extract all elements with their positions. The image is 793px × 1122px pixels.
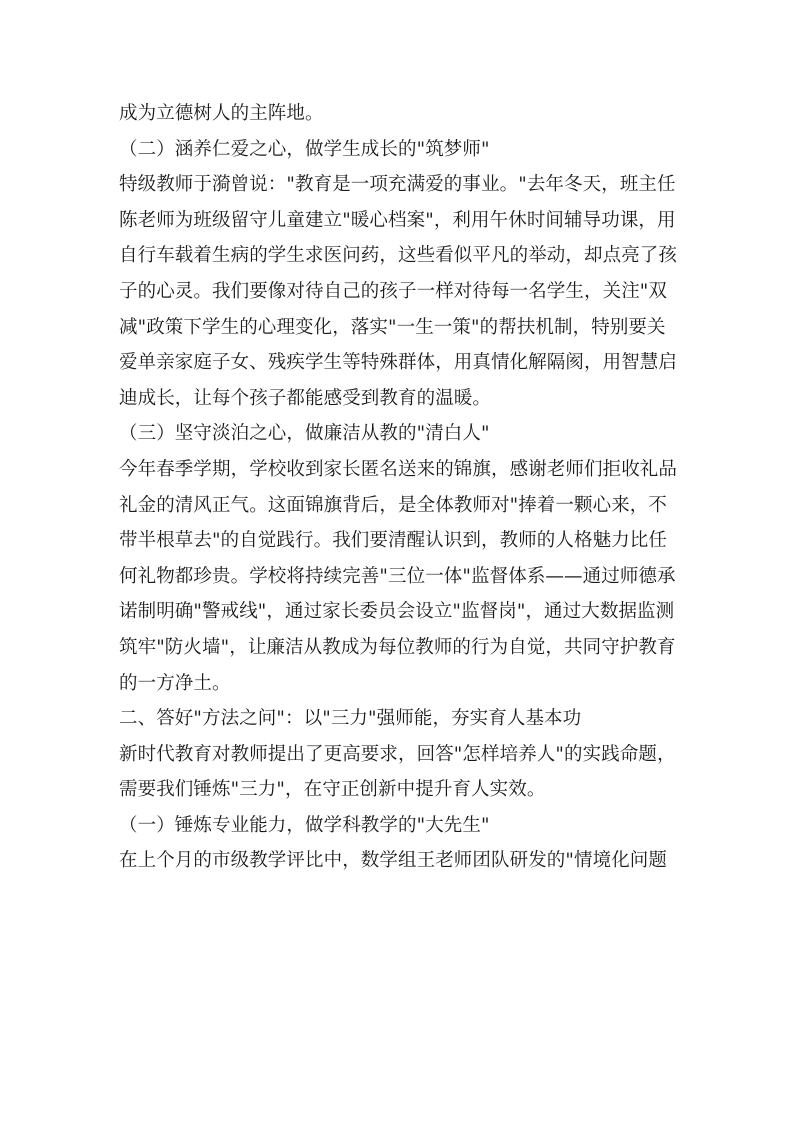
paragraph-line: 自行车载着生病的学生求医问药，这些看似平凡的举动，却点亮了孩 <box>119 245 678 267</box>
paragraph-line: 需要我们锤炼"三力"，在守正创新中提升育人实效。 <box>119 779 546 801</box>
document-body <box>119 96 679 879</box>
paragraph-line: 的一方净土。 <box>119 672 231 694</box>
paragraph-line: 诺制明确"警戒线"，通过家长委员会设立"监督岗"，通过大数据监测 <box>119 601 675 623</box>
paragraph-line: 爱单亲家庭子女、残疾学生等特殊群体，用真情化解隔阂，用智慧启 <box>119 352 678 374</box>
section-heading: （二）涵养仁爱之心，做学生成长的"筑梦师" <box>119 138 490 160</box>
paragraph-line: 今年春季学期，学校收到家长匿名送来的锦旗，感谢老师们拒收礼品 <box>119 458 678 480</box>
paragraph-line: 礼金的清风正气。这面锦旗背后，是全体教师对"捧着一颗心来，不 <box>119 494 668 516</box>
paragraph-line: 迪成长，让每个孩子都能感受到教育的温暖。 <box>119 387 492 409</box>
paragraph-line: 在上个月的市级教学评比中，数学组王老师团队研发的"情境化问题 <box>119 850 668 872</box>
section-heading: （一）锤炼专业能力，做学科教学的"大先生" <box>119 814 490 836</box>
paragraph-line: 子的心灵。我们要像对待自己的孩子一样对待每一名学生，关注"双 <box>119 280 668 302</box>
paragraph-line: 带半根草去"的自觉践行。我们要清醒认识到，教师的人格魅力比任 <box>119 530 668 552</box>
chapter-heading: 二、答好"方法之问"：以"三力"强师能，夯实育人基本功 <box>119 708 582 730</box>
paragraph-line: 成为立德树人的主阵地。 <box>119 103 324 124</box>
paragraph-line: 筑牢"防火墙"，让廉洁从教成为每位教师的行为自觉，共同守护教育 <box>119 636 676 658</box>
paragraph-line: 新时代教育对教师提出了更高要求，回答"怎样培养人"的实践命题， <box>119 743 676 765</box>
paragraph-line: 何礼物都珍贵。学校将持续完善"三位一体"监督体系——通过师德承 <box>119 565 676 587</box>
section-heading: （三）坚守淡泊之心，做廉洁从教的"清白人" <box>119 423 490 445</box>
paragraph-line: 陈老师为班级留守儿童建立"暖心档案"，利用午休时间辅导功课，用 <box>119 209 676 231</box>
paragraph-line: 特级教师于漪曾说："教育是一项充满爱的事业。"去年冬天，班主任 <box>119 174 676 196</box>
paragraph-line: 减"政策下学生的心理变化，落实"一生一策"的帮扶机制，特别要关 <box>119 316 666 338</box>
